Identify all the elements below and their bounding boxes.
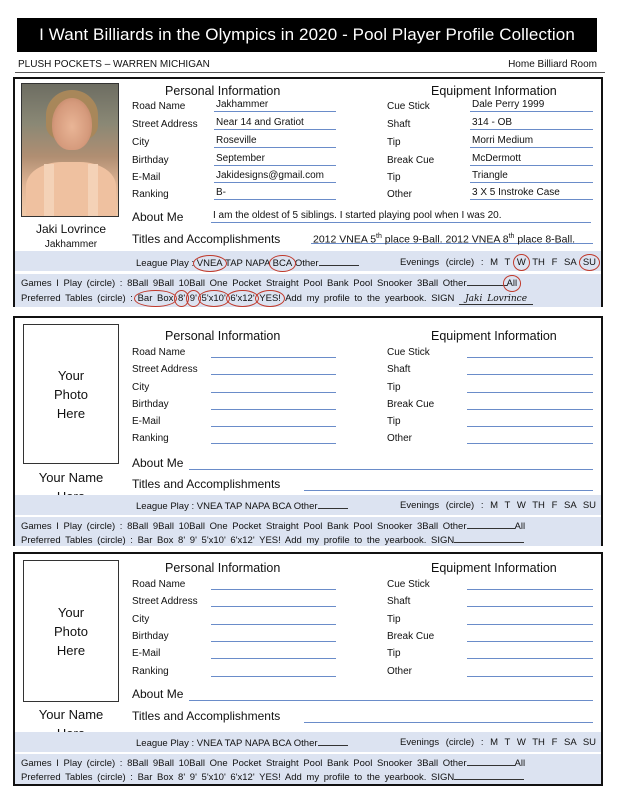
league-tap-option[interactable]: TAP <box>224 501 243 512</box>
player-road-name-caption: Jakhammer <box>44 239 98 250</box>
break-cue-field[interactable]: McDermott <box>470 153 593 166</box>
table-5x10[interactable]: 5'x10' <box>201 535 226 546</box>
evening-t[interactable]: T <box>504 500 511 511</box>
road-name-field[interactable] <box>211 345 336 358</box>
ranking-field[interactable] <box>211 664 336 677</box>
table-6x12[interactable]: 6'x12' <box>230 535 255 546</box>
evening-sa[interactable]: SA <box>564 257 577 268</box>
yearbook-yes[interactable]: YES! <box>259 772 281 783</box>
table-bar-box[interactable]: Bar Box <box>137 772 174 783</box>
tip-label: Tip <box>387 137 401 148</box>
about-field[interactable] <box>189 688 593 701</box>
game-one-pocket[interactable]: One Pocket <box>209 758 262 769</box>
game-3ball[interactable]: 3Ball <box>416 521 439 532</box>
city-field[interactable] <box>211 380 336 393</box>
league-napa-option[interactable]: NAPA <box>245 258 270 269</box>
photo-placeholder[interactable]: Your Photo Here <box>23 560 119 702</box>
league-vnea-option[interactable]: VNEA <box>196 501 223 512</box>
email-label: E-Mail <box>132 416 161 427</box>
game-all[interactable]: All <box>514 758 526 769</box>
league-napa-option[interactable]: NAPA <box>244 501 270 512</box>
table-9ft[interactable]: 9' <box>189 772 197 783</box>
birthday-field[interactable]: September <box>214 153 336 166</box>
game-bank-pool[interactable]: Bank Pool <box>327 758 373 769</box>
evening-t[interactable]: T <box>504 737 511 748</box>
game-all[interactable]: All <box>514 521 526 532</box>
game-9ball[interactable]: 9Ball <box>152 521 174 532</box>
personal-info-heading: Personal Information <box>165 329 281 343</box>
ranking-field[interactable] <box>211 431 336 444</box>
evening-f[interactable]: F <box>551 257 558 268</box>
games-tables-rows <box>15 754 601 784</box>
titles-label: Titles and Accomplishments <box>132 477 281 491</box>
evening-m[interactable]: M <box>490 257 499 268</box>
other-equipment-field[interactable] <box>467 664 593 677</box>
game-all[interactable]: All <box>506 278 518 289</box>
game-10ball[interactable]: 10Ball <box>178 278 206 289</box>
game-3ball[interactable]: 3Ball <box>416 278 439 289</box>
equipment-info-heading: Equipment Information <box>431 84 557 98</box>
table-6x12[interactable]: 6'x12' <box>230 293 255 304</box>
game-straight-pool[interactable]: Straight Pool <box>265 278 323 289</box>
street-field[interactable] <box>211 594 336 607</box>
titles-label: Titles and Accomplishments <box>132 709 281 723</box>
personal-info-heading: Personal Information <box>165 561 281 575</box>
evening-m[interactable]: M <box>490 737 499 748</box>
cue-stick-label: Cue Stick <box>387 101 430 112</box>
yearbook-text: Add my profile to the yearbook. SIGN <box>284 535 455 546</box>
other-equipment-label: Other <box>387 666 413 677</box>
game-10ball[interactable]: 10Ball <box>178 758 206 769</box>
games-tables-rows <box>15 274 601 307</box>
game-straight-pool[interactable]: Straight Pool <box>265 758 323 769</box>
break-tip-label: Tip <box>387 172 401 183</box>
tip-label: Tip <box>387 614 401 625</box>
name-placeholder: Your Name <box>38 470 104 485</box>
break-tip-field[interactable] <box>467 414 593 427</box>
city-label: City <box>132 137 150 148</box>
league-other-option[interactable]: Other <box>293 501 318 512</box>
league-tap-option[interactable]: TAP <box>225 258 243 269</box>
evenings-label: Evenings (circle) : <box>400 737 484 748</box>
break-cue-field[interactable] <box>467 629 593 642</box>
game-8ball[interactable]: 8Ball <box>127 278 149 289</box>
game-snooker[interactable]: Snooker <box>376 278 413 289</box>
break-cue-label: Break Cue <box>387 631 435 642</box>
evening-su[interactable]: SU <box>582 500 597 511</box>
league-evenings-row <box>15 495 601 515</box>
street-label: Street Address <box>132 364 198 375</box>
other-equipment-field[interactable]: 3 X 5 Instroke Case <box>470 187 593 200</box>
about-label: About Me <box>132 687 184 701</box>
profile-card-filled <box>13 77 603 307</box>
evening-m[interactable]: M <box>490 500 499 511</box>
about-field[interactable] <box>189 457 593 470</box>
email-field[interactable]: Jakidesigns@gmail.com <box>214 170 336 183</box>
evening-t[interactable]: T <box>504 257 511 268</box>
birthday-field[interactable] <box>211 397 336 410</box>
table-8ft[interactable]: 8' <box>178 535 186 546</box>
player-photo <box>21 83 119 217</box>
about-label: About Me <box>132 456 184 470</box>
about-field[interactable]: I am the oldest of 5 siblings. I started playing pool when I was 20. <box>211 210 591 223</box>
page-title: I Want Billiards in the Olympics in 2020 - Pool Player Profile Collection <box>39 25 575 44</box>
table-5x10[interactable]: 5'x10' <box>201 293 226 304</box>
table-9ft[interactable]: 9' <box>189 535 197 546</box>
league-other-option[interactable]: Other <box>293 738 318 749</box>
cue-stick-field[interactable] <box>467 345 593 358</box>
break-tip-field[interactable]: Triangle <box>470 170 593 183</box>
birthday-label: Birthday <box>132 155 169 166</box>
equipment-info-heading: Equipment Information <box>431 329 557 343</box>
email-field[interactable] <box>211 414 336 427</box>
game-8ball[interactable]: 8Ball <box>127 521 149 532</box>
evening-th[interactable]: TH <box>532 737 545 748</box>
shaft-field[interactable] <box>467 594 593 607</box>
page-title-banner <box>17 18 597 52</box>
table-6x12[interactable]: 6'x12' <box>230 772 255 783</box>
shaft-label: Shaft <box>387 119 411 130</box>
table-bar-box[interactable]: Bar Box <box>137 293 174 304</box>
venue-room: Home Billiard Room <box>508 59 597 70</box>
email-label: E-Mail <box>132 172 161 183</box>
game-3ball[interactable]: 3Ball <box>416 758 439 769</box>
city-label: City <box>132 614 150 625</box>
break-cue-label: Break Cue <box>387 155 435 166</box>
equipment-info-heading: Equipment Information <box>431 561 557 575</box>
cue-stick-field[interactable]: Dale Perry 1999 <box>470 99 593 112</box>
header-rule <box>15 72 605 73</box>
evening-su[interactable]: SU <box>582 257 597 268</box>
evening-w[interactable]: W <box>516 500 526 511</box>
tip-label: Tip <box>387 382 401 393</box>
cue-stick-label: Cue Stick <box>387 347 430 358</box>
games-label: Games I Play (circle) : <box>21 758 123 769</box>
about-label: About Me <box>132 210 184 224</box>
shaft-label: Shaft <box>387 364 411 375</box>
tip-field[interactable]: Morri Medium <box>470 135 593 148</box>
evening-th[interactable]: TH <box>532 500 545 511</box>
league-label: League Play : <box>136 258 195 269</box>
road-name-field[interactable] <box>211 577 336 590</box>
birthday-label: Birthday <box>132 399 169 410</box>
evening-su[interactable]: SU <box>582 737 597 748</box>
ranking-field[interactable]: B- <box>214 187 336 200</box>
break-tip-field[interactable] <box>467 646 593 659</box>
break-tip-label: Tip <box>387 416 401 427</box>
table-5x10[interactable]: 5'x10' <box>201 772 226 783</box>
ranking-label: Ranking <box>132 189 169 200</box>
signature[interactable]: Jaki Lovrince <box>459 294 533 305</box>
games-tables-rows <box>15 517 601 546</box>
yearbook-yes[interactable]: YES! <box>259 293 281 304</box>
games-label: Games I Play (circle) : <box>21 278 123 289</box>
table-9ft[interactable]: 9' <box>189 293 197 304</box>
break-cue-field[interactable] <box>467 397 593 410</box>
road-name-label: Road Name <box>132 101 186 112</box>
cue-stick-label: Cue Stick <box>387 579 430 590</box>
street-label: Street Address <box>132 119 198 130</box>
other-equipment-label: Other <box>387 433 413 444</box>
email-field[interactable] <box>211 646 336 659</box>
game-one-pocket[interactable]: One Pocket <box>209 278 262 289</box>
road-name-label: Road Name <box>132 347 186 358</box>
street-field[interactable]: Near 14 and Gratiot <box>214 117 336 130</box>
birthday-label: Birthday <box>132 631 169 642</box>
titles-field[interactable] <box>304 710 593 723</box>
ranking-label: Ranking <box>132 666 169 677</box>
league-vnea-option[interactable]: VNEA <box>196 738 223 749</box>
league-evenings-row <box>15 251 601 271</box>
personal-info-heading: Personal Information <box>165 84 281 98</box>
city-field[interactable] <box>211 612 336 625</box>
signature-line[interactable] <box>454 771 524 780</box>
game-10ball[interactable]: 10Ball <box>178 521 206 532</box>
evenings-label: Evenings (circle) : <box>400 257 484 268</box>
yearbook-text: Add my profile to the yearbook. SIGN <box>284 772 455 783</box>
profile-card-blank-2 <box>13 552 603 786</box>
tables-label: Preferred Tables (circle) : <box>21 535 133 546</box>
game-snooker[interactable]: Snooker <box>376 521 413 532</box>
evening-w[interactable]: W <box>516 737 526 748</box>
game-bank-pool[interactable]: Bank Pool <box>327 521 373 532</box>
league-vnea-option[interactable]: VNEA <box>196 258 223 269</box>
shaft-field[interactable]: 314 - OB <box>470 117 593 130</box>
titles-field[interactable] <box>304 478 593 491</box>
other-equipment-label: Other <box>387 189 413 200</box>
road-name-label: Road Name <box>132 579 186 590</box>
game-other[interactable]: Other <box>442 521 467 532</box>
other-equipment-field[interactable] <box>467 431 593 444</box>
break-tip-label: Tip <box>387 648 401 659</box>
signature-line[interactable] <box>454 534 524 543</box>
table-8ft[interactable]: 8' <box>178 772 186 783</box>
league-bca-option[interactable]: BCA <box>272 258 293 269</box>
yearbook-text: Add my profile to the yearbook. SIGN <box>285 293 455 304</box>
evening-f[interactable]: F <box>551 737 558 748</box>
evening-sa[interactable]: SA <box>564 500 577 511</box>
evening-th[interactable]: TH <box>532 257 545 268</box>
league-evenings-row <box>15 732 601 752</box>
road-name-field[interactable]: Jakhammer <box>214 99 336 112</box>
game-other[interactable]: Other <box>442 278 467 289</box>
evenings-label: Evenings (circle) : <box>400 500 484 511</box>
venue-name: PLUSH POCKETS – WARREN MICHIGAN <box>18 59 210 70</box>
tables-label: Preferred Tables (circle) : <box>21 772 133 783</box>
game-8ball[interactable]: 8Ball <box>127 758 149 769</box>
league-tap-option[interactable]: TAP <box>224 738 243 749</box>
photo-placeholder[interactable]: Your Photo Here <box>23 324 119 464</box>
street-field[interactable] <box>211 362 336 375</box>
game-one-pocket[interactable]: One Pocket <box>209 521 262 532</box>
game-other[interactable]: Other <box>442 758 467 769</box>
titles-label: Titles and Accomplishments <box>132 232 281 246</box>
tip-field[interactable] <box>467 380 593 393</box>
city-field[interactable]: Roseville <box>214 135 336 148</box>
email-label: E-Mail <box>132 648 161 659</box>
profile-card-blank-1 <box>13 316 603 546</box>
cue-stick-field[interactable] <box>467 577 593 590</box>
game-9ball[interactable]: 9Ball <box>152 758 174 769</box>
table-8ft[interactable]: 8' <box>178 293 186 304</box>
game-straight-pool[interactable]: Straight Pool <box>265 521 323 532</box>
league-label: League Play : <box>136 501 195 512</box>
tables-label: Preferred Tables (circle) : <box>21 293 133 304</box>
break-cue-label: Break Cue <box>387 399 435 410</box>
tip-field[interactable] <box>467 612 593 625</box>
league-bca-option[interactable]: BCA <box>272 738 292 749</box>
league-napa-option[interactable]: NAPA <box>244 738 270 749</box>
game-snooker[interactable]: Snooker <box>376 758 413 769</box>
evening-f[interactable]: F <box>551 500 558 511</box>
street-label: Street Address <box>132 596 198 607</box>
table-bar-box[interactable]: Bar Box <box>137 535 174 546</box>
player-name: Jaki Lovrince <box>35 222 107 236</box>
league-other-option[interactable]: Other <box>294 258 319 269</box>
evening-w[interactable]: W <box>516 257 526 268</box>
evening-sa[interactable]: SA <box>564 737 577 748</box>
city-label: City <box>132 382 150 393</box>
game-9ball[interactable]: 9Ball <box>152 278 174 289</box>
titles-field[interactable]: 2012 VNEA 5th place 9-Ball. 2012 VNEA 8th place 8-Ball. <box>311 231 593 244</box>
shaft-label: Shaft <box>387 596 411 607</box>
birthday-field[interactable] <box>211 629 336 642</box>
game-bank-pool[interactable]: Bank Pool <box>327 278 373 289</box>
name-placeholder: Your Name <box>38 707 104 722</box>
games-label: Games I Play (circle) : <box>21 521 123 532</box>
league-bca-option[interactable]: BCA <box>272 501 292 512</box>
league-label: League Play : <box>136 738 195 749</box>
yearbook-yes[interactable]: YES! <box>259 535 281 546</box>
shaft-field[interactable] <box>467 362 593 375</box>
ranking-label: Ranking <box>132 433 169 444</box>
